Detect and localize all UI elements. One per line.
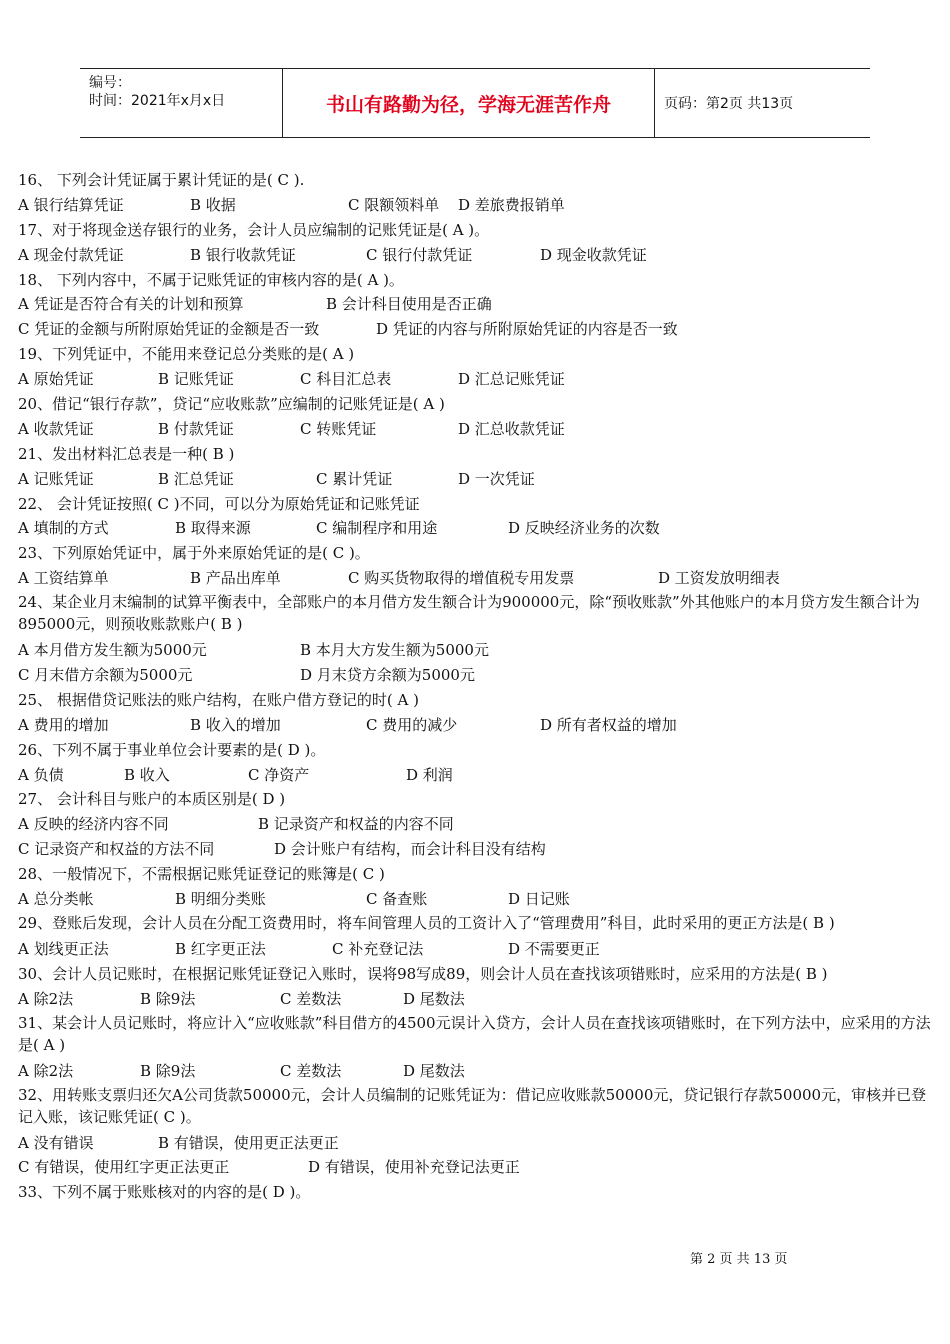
answer-option: A 费用的增加 bbox=[18, 715, 109, 734]
answer-option: A 收款凭证 bbox=[18, 419, 94, 438]
answer-options-row bbox=[18, 937, 940, 962]
answer-option: C 限额领料单 bbox=[348, 195, 440, 214]
answer-options-row bbox=[18, 317, 940, 342]
answer-option: A 本月借方发生额为5000元 bbox=[18, 641, 207, 660]
answer-option: D 会计账户有结构，而会计科目没有结构 bbox=[274, 840, 546, 859]
question-text bbox=[18, 392, 940, 417]
question-text bbox=[18, 688, 940, 713]
answer-option: D 汇总收款凭证 bbox=[458, 419, 565, 438]
answer-options-row bbox=[18, 292, 940, 317]
answer-option: D 月末贷方余额为5000元 bbox=[300, 666, 475, 685]
answer-options-row bbox=[18, 566, 940, 591]
answer-options-row bbox=[18, 987, 940, 1012]
answer-option: B 产品出库单 bbox=[190, 569, 281, 588]
answer-options-row bbox=[18, 367, 940, 392]
answer-option: B 红字更正法 bbox=[175, 939, 266, 958]
answer-option: B 记录资产和权益的内容不同 bbox=[258, 815, 454, 834]
answer-option: A 总分类帐 bbox=[18, 890, 94, 909]
question-text-body: 27、 会计科目与账户的本质区别是( D ) bbox=[18, 790, 286, 809]
answer-options-row bbox=[18, 837, 940, 862]
answer-option: D 一次凭证 bbox=[458, 469, 535, 488]
answer-option: B 除9法 bbox=[140, 1061, 196, 1080]
answer-option: A 工资结算单 bbox=[18, 569, 109, 588]
question-text-body: 31、某会计人员记账时，将应计入“应收账款”科目借方的4500元误计入贷方，会计人员在查找该项错账时，在下列方法中，应采用的方法是( A ) bbox=[18, 1013, 931, 1054]
question-text bbox=[18, 591, 938, 635]
question-text-body: 30、会计人员记账时，在根据记账凭证登记入账时，误将98写成89，则会计人员在查找该项错账时，应采用的方法是( B ) bbox=[18, 964, 828, 983]
answer-option: A 负债 bbox=[18, 765, 64, 784]
answer-option: D 凭证的内容与所附原始凭证的内容是否一致 bbox=[376, 320, 678, 339]
answer-option: A 除2法 bbox=[18, 989, 74, 1008]
question-text bbox=[18, 342, 940, 367]
question-text-body: 20、借记“银行存款”，贷记“应收账款”应编制的记账凭证是( A ) bbox=[18, 395, 445, 414]
answer-option: D 日记账 bbox=[508, 890, 570, 909]
answer-option: B 明细分类账 bbox=[175, 890, 266, 909]
question-text bbox=[18, 962, 940, 987]
answer-option: B 汇总凭证 bbox=[158, 469, 234, 488]
page-footer: 第 2 页 共 13 页 bbox=[690, 1252, 788, 1267]
answer-option: B 银行收款凭证 bbox=[190, 245, 296, 264]
answer-option: D 工资发放明细表 bbox=[658, 569, 780, 588]
answer-option: C 月末借方余额为5000元 bbox=[18, 666, 193, 685]
question-text bbox=[18, 787, 940, 812]
answer-option: C 转账凭证 bbox=[300, 419, 377, 438]
answer-options-row bbox=[18, 663, 940, 688]
answer-options-row bbox=[18, 713, 940, 738]
question-text bbox=[18, 442, 940, 467]
answer-option: A 记账凭证 bbox=[18, 469, 94, 488]
answer-option: A 划线更正法 bbox=[18, 939, 109, 958]
answer-options-row bbox=[18, 1131, 940, 1156]
answer-option: C 净资产 bbox=[248, 765, 310, 784]
question-text-body: 26、下列不属于事业单位会计要素的是( D )。 bbox=[18, 740, 326, 759]
answer-option: B 收据 bbox=[190, 195, 236, 214]
question-text bbox=[18, 541, 940, 566]
answer-option: C 有错误，使用红字更正法更正 bbox=[18, 1158, 230, 1177]
question-text-body: 29、登账后发现，会计人员在分配工资费用时，将车间管理人员的工资计入了“管理费用”科目，此时采用的更正方法是( B ) bbox=[18, 913, 835, 932]
answer-option: B 会计科目使用是否正确 bbox=[326, 295, 492, 314]
question-text-body: 19、下列凭证中，不能用来登记总分类账的是( A ) bbox=[18, 345, 355, 364]
question-text bbox=[18, 268, 940, 293]
answer-option: D 差旅费报销单 bbox=[458, 195, 565, 214]
answer-option: C 累计凭证 bbox=[316, 469, 393, 488]
answer-option: C 银行付款凭证 bbox=[366, 245, 473, 264]
answer-option: C 补充登记法 bbox=[332, 939, 424, 958]
answer-option: B 记账凭证 bbox=[158, 370, 234, 389]
number-label: 编号： bbox=[89, 75, 131, 91]
question-text bbox=[18, 1084, 938, 1128]
answer-option: B 收入的增加 bbox=[190, 715, 281, 734]
answer-option: D 尾数法 bbox=[403, 1061, 465, 1080]
question-text bbox=[18, 862, 940, 887]
question-text-body: 17、对于将现金送存银行的业务，会计人员应编制的记账凭证是( A )。 bbox=[18, 220, 490, 239]
answer-option: D 有错误，使用补充登记法更正 bbox=[308, 1158, 520, 1177]
motto-text: 书山有路勤为径，学海无涯苦作舟 bbox=[283, 69, 655, 137]
answer-option: D 不需要更正 bbox=[508, 939, 600, 958]
page-header bbox=[80, 68, 870, 138]
answer-option: A 除2法 bbox=[18, 1061, 74, 1080]
answer-option: A 没有错误 bbox=[18, 1133, 94, 1152]
answer-option: B 付款凭证 bbox=[158, 419, 234, 438]
question-text bbox=[18, 1012, 938, 1056]
page-number-label: 页码：第2页 共13页 bbox=[664, 96, 794, 112]
answer-options-row bbox=[18, 1059, 940, 1084]
answer-options-row bbox=[18, 638, 940, 663]
answer-options-row bbox=[18, 467, 940, 492]
question-text bbox=[18, 492, 940, 517]
answer-option: B 取得来源 bbox=[175, 519, 251, 538]
answer-option: A 填制的方式 bbox=[18, 519, 109, 538]
answer-options-row bbox=[18, 763, 940, 788]
answer-option: C 记录资产和权益的方法不同 bbox=[18, 840, 215, 859]
answer-option: C 备查账 bbox=[366, 890, 428, 909]
question-text bbox=[18, 168, 940, 193]
header-meta-cell bbox=[80, 69, 283, 137]
question-text bbox=[18, 218, 940, 243]
question-text-body: 33、下列不属于账账核对的内容的是( D )。 bbox=[18, 1183, 311, 1202]
question-list bbox=[18, 168, 940, 1205]
answer-options-row bbox=[18, 516, 940, 541]
answer-options-row bbox=[18, 193, 940, 218]
answer-option: B 本月大方发生额为5000元 bbox=[300, 641, 489, 660]
time-label: 时间：2021年x月x日 bbox=[89, 93, 226, 109]
answer-option: C 购买货物取得的增值税专用发票 bbox=[348, 569, 575, 588]
answer-option: C 费用的减少 bbox=[366, 715, 458, 734]
answer-option: C 科目汇总表 bbox=[300, 370, 392, 389]
answer-options-row bbox=[18, 887, 940, 912]
answer-option: D 现金收款凭证 bbox=[540, 245, 647, 264]
question-text-body: 24、某企业月末编制的试算平衡表中，全部账户的本月借方发生额合计为900000元，除“预收账款”外其他账户的本月贷方发生额合计为895000元，则预收账款账户( B ) bbox=[18, 593, 920, 634]
answer-option: D 利润 bbox=[406, 765, 453, 784]
question-text-body: 25、 根据借贷记账法的账户结构，在账户借方登记的时( A ) bbox=[18, 690, 419, 709]
answer-options-row bbox=[18, 1155, 940, 1180]
answer-option: B 有错误，使用更正法更正 bbox=[158, 1133, 339, 1152]
answer-option: A 凭证是否符合有关的计划和预算 bbox=[18, 295, 244, 314]
question-text-body: 22、 会计凭证按照( C )不同，可以分为原始凭证和记账凭证 bbox=[18, 494, 420, 513]
answer-option: D 所有者权益的增加 bbox=[540, 715, 677, 734]
answer-option: A 原始凭证 bbox=[18, 370, 94, 389]
answer-option: B 除9法 bbox=[140, 989, 196, 1008]
answer-option: C 差数法 bbox=[280, 1061, 342, 1080]
question-text-body: 16、 下列会计凭证属于累计凭证的是( C ). bbox=[18, 171, 305, 189]
question-text bbox=[18, 738, 940, 763]
answer-option: C 编制程序和用途 bbox=[316, 519, 438, 538]
question-text bbox=[18, 1180, 940, 1205]
question-text-body: 28、一般情况下，不需根据记账凭证登记的账簿是( C ) bbox=[18, 865, 385, 884]
answer-option: C 凭证的金额与所附原始凭证的金额是否一致 bbox=[18, 320, 320, 339]
question-text-body: 23、下列原始凭证中，属于外来原始凭证的是( C )。 bbox=[18, 544, 370, 563]
answer-option: A 反映的经济内容不同 bbox=[18, 815, 169, 834]
answer-option: B 收入 bbox=[124, 765, 170, 784]
answer-options-row bbox=[18, 812, 940, 837]
question-text-body: 18、 下列内容中，不属于记账凭证的审核内容的是( A )。 bbox=[18, 270, 404, 289]
question-text-body: 21、发出材料汇总表是一种( B ) bbox=[18, 444, 235, 463]
answer-option: D 尾数法 bbox=[403, 989, 465, 1008]
answer-options-row bbox=[18, 417, 940, 442]
answer-option: C 差数法 bbox=[280, 989, 342, 1008]
answer-option: A 现金付款凭证 bbox=[18, 245, 124, 264]
question-text bbox=[18, 912, 938, 934]
answer-option: D 汇总记账凭证 bbox=[458, 370, 565, 389]
question-text-body: 32、用转账支票归还欠A公司货款50000元，会计人员编制的记账凭证为：借记应收账款50000元，贷记银行存款50000元，审核并已登记入账，该记账凭证( C )。 bbox=[18, 1085, 927, 1126]
answer-option: A 银行结算凭证 bbox=[18, 195, 124, 214]
answer-options-row bbox=[18, 243, 940, 268]
answer-option: D 反映经济业务的次数 bbox=[508, 519, 660, 538]
